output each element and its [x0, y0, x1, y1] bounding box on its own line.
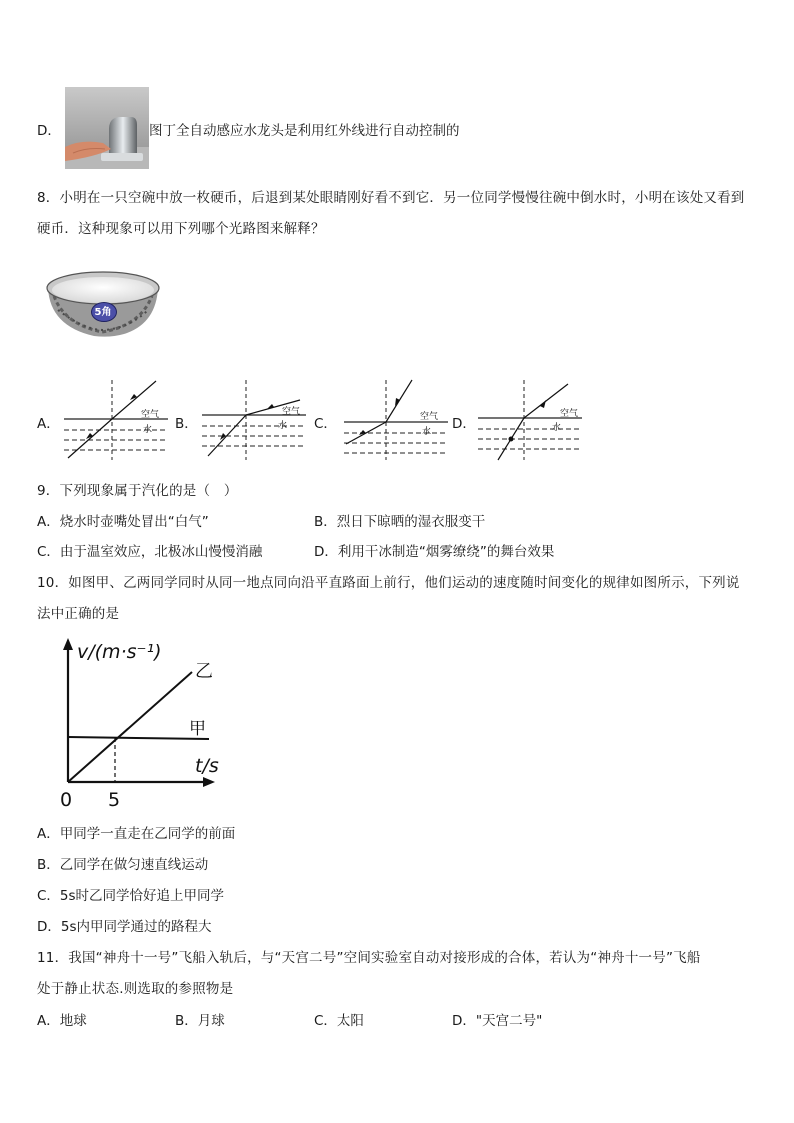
- line-yi: [68, 672, 192, 782]
- q10-option-a[interactable]: A．甲同学一直走在乙同学的前面: [37, 826, 236, 842]
- ray-c-water-label: 水: [422, 427, 432, 437]
- ray-d-water-label: 水: [552, 423, 562, 433]
- ray-a-air-label: 空气: [141, 410, 160, 420]
- coin-label: 5角: [94, 307, 112, 318]
- q9-option-d[interactable]: D．利用干冰制造“烟雾缭绕”的舞台效果: [314, 544, 555, 560]
- graph-yi-label: 乙: [195, 661, 213, 682]
- graph-y-label: v/(m·s⁻¹): [77, 641, 162, 663]
- ray-b-water-label: 水: [278, 421, 288, 431]
- q8-stem-line2: 硬币．这种现象可以用下列哪个光路图来解释？: [37, 221, 325, 237]
- ray-diagram-a: [60, 378, 172, 464]
- q11-stem-line2: 处于静止状态.则选取的参照物是: [37, 981, 234, 997]
- ray-diagram-b: [198, 378, 310, 464]
- graph-x-label: t/s: [195, 755, 219, 777]
- graph-tick-5: 5: [108, 789, 121, 810]
- q10-option-c[interactable]: C．5s时乙同学恰好追上甲同学: [37, 888, 225, 904]
- ray-d-air-label: 空气: [560, 409, 579, 419]
- ray-b-air-label: 空气: [282, 407, 301, 417]
- q9-option-a[interactable]: A．烧水时壶嘴处冒出“白气”: [37, 514, 209, 530]
- q8-option-c-letter[interactable]: C．: [314, 416, 337, 432]
- q9-option-b[interactable]: B．烈日下晾晒的湿衣服变干: [314, 514, 486, 530]
- q7-option-d-text: 图丁全自动感应水龙头是利用红外线进行自动控制的: [149, 123, 460, 139]
- q9-stem: 9．下列现象属于汽化的是（ ）: [37, 483, 238, 499]
- graph-jia-label: 甲: [189, 719, 206, 739]
- ray-a-water-label: 水: [143, 425, 153, 435]
- q8-stem-line1: 8．小明在一只空碗中放一枚硬币，后退到某处眼睛刚好看不到它．另一位同学慢慢往碗中倒水时，小明在该处又看到: [37, 190, 745, 206]
- q10-stem-line2: 法中正确的是: [37, 606, 120, 622]
- velocity-time-graph: [55, 630, 225, 810]
- q10-option-d[interactable]: D．5s内甲同学通过的路程大: [37, 919, 212, 935]
- q11-option-b[interactable]: B．月球: [175, 1013, 225, 1029]
- ray-diagram-d: [474, 378, 586, 464]
- faucet-photo: [65, 87, 149, 169]
- q10-option-b[interactable]: B．乙同学在做匀速直线运动: [37, 857, 209, 873]
- q7-option-d-letter: D．: [37, 123, 61, 139]
- graph-origin-label: 0: [60, 789, 73, 810]
- q9-option-c[interactable]: C．由于温室效应，北极冰山慢慢消融: [37, 544, 263, 560]
- q8-option-d-letter[interactable]: D．: [452, 416, 476, 432]
- q8-option-b-letter[interactable]: B．: [175, 416, 198, 432]
- q10-stem-line1: 10．如图甲、乙两同学同时从同一地点同向沿平直路面上前行，他们运动的速度随时间变化的规律如图所示，下列说: [37, 575, 740, 591]
- ray-diagram-c: [340, 378, 452, 464]
- q11-option-d[interactable]: D．"天宫二号": [452, 1013, 543, 1029]
- q11-option-a[interactable]: A．地球: [37, 1013, 87, 1029]
- q11-option-c[interactable]: C．太阳: [314, 1013, 364, 1029]
- q11-stem-line1: 11．我国“神舟十一号”飞船入轨后，与“天宫二号”空间实验室自动对接形成的合体，若认为“神舟十一号”飞船: [37, 950, 701, 966]
- line-jia: [68, 737, 209, 739]
- ray-c-air-label: 空气: [420, 412, 439, 422]
- q8-option-a-letter[interactable]: A．: [37, 416, 60, 432]
